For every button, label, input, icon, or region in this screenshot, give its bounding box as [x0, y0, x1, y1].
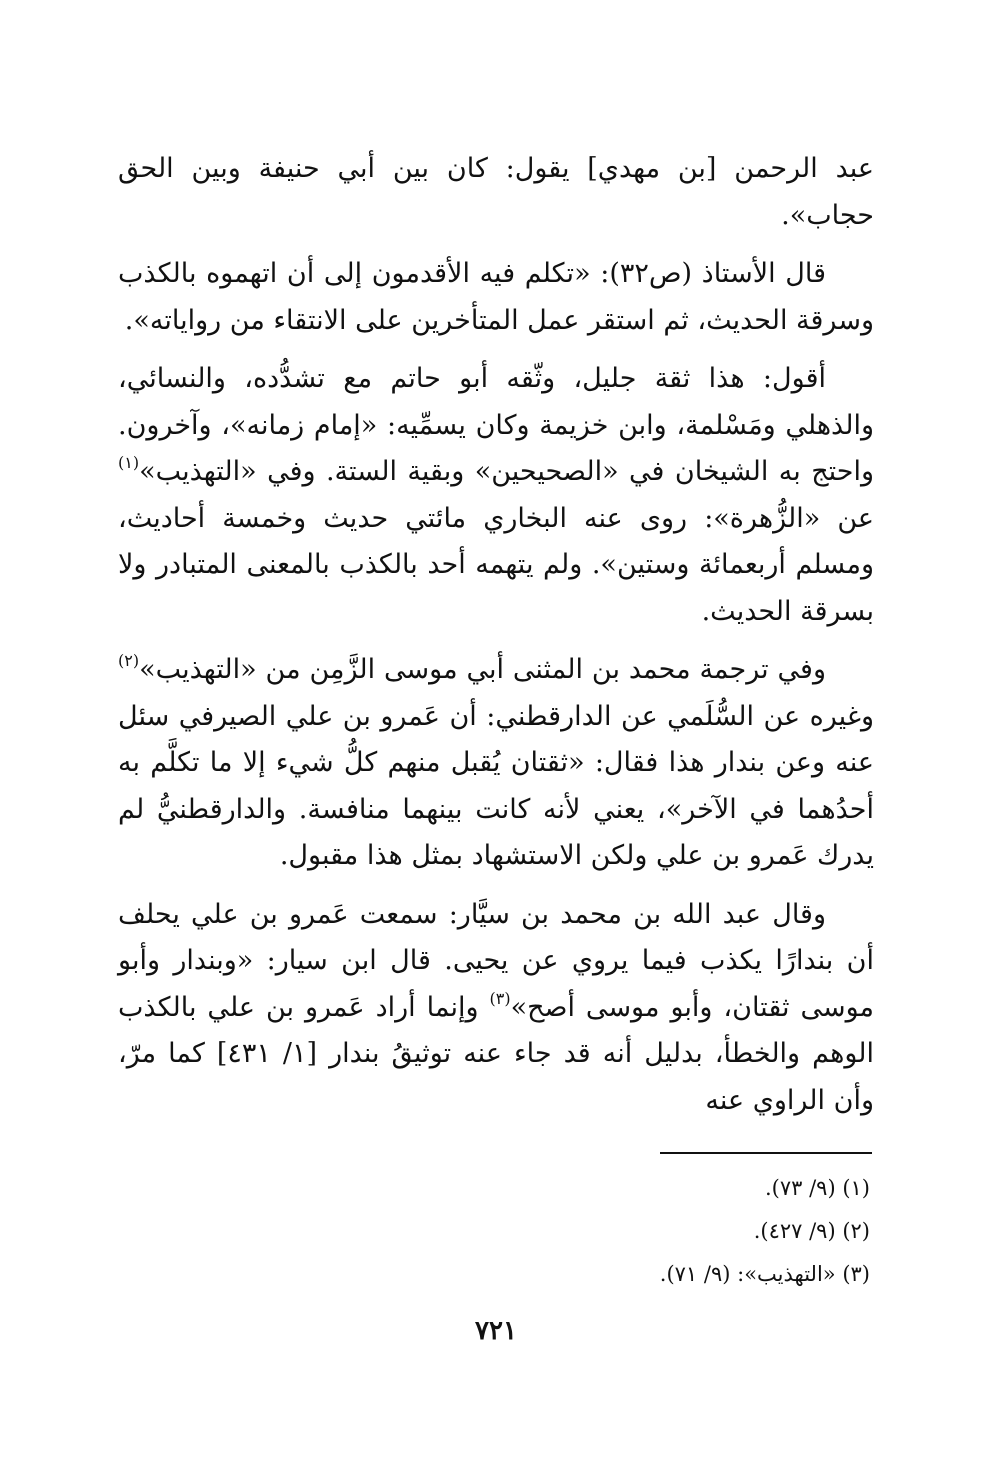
paragraph-3-text-start: أقول: هذا ثقة جليل، وثّقه أبو حاتم مع تشدُّده، والنسائي، والذهلي ومَسْلمة، وابن خزيمة وكان يسمِّيه: «إمام زمانه»، وآخرون. واحتج به الشيخان في «الصحيحين» وبقية الستة. وفي «التهذيب»	[118, 363, 874, 487]
footnote-divider	[660, 1152, 872, 1154]
page-number: ٧٢١	[475, 1316, 517, 1346]
footnote-1: (١) (٩/ ٧٣).	[764, 1176, 870, 1200]
paragraph-2-text: قال الأستاذ (ص٣٢): «تكلم فيه الأقدمون إلى أن اتهموه بالكذب وسرقة الحديث، ثم استقر عمل المتأخرين على الانتقاء من رواياته».	[118, 258, 874, 336]
paragraph-2	[118, 251, 874, 344]
paragraph-5	[118, 892, 874, 1125]
paragraph-3-text-end: عن «الزُّهرة»: روى عنه البخاري مائتي حديث وخمسة أحاديث، ومسلم أربعمائة وستين». ولم يتهمه أحد بالكذب بالمعنى المتبادر ولا بسرقة الحديث.	[118, 502, 874, 627]
footnote-3: (٣) «التهذيب»: (٩/ ٧١).	[659, 1262, 870, 1286]
footnote-2: (٢) (٩/ ٤٢٧).	[753, 1219, 870, 1243]
paragraph-4-text-start: وفي ترجمة محمد بن المثنى أبي موسى الزَّمِن من «التهذيب»	[139, 654, 826, 685]
main-text	[118, 146, 874, 1136]
footnote-ref-3[interactable]: (٣)	[489, 988, 511, 1008]
paragraph-4	[118, 647, 874, 880]
paragraph-5-text-end: وإنما أراد عَمرو بن علي بالكذب الوهم والخطأ، بدليل أنه قد جاء عنه توثيقُ بندار [١/ ٤٣١] كما مرّ، وأن الراوي عنه	[118, 991, 875, 1116]
footnote-ref-1[interactable]: (١)	[118, 453, 140, 472]
paragraph-4-text-end: وغيره عن السُّلَمي عن الدارقطني: أن عَمرو بن علي الصيرفي سئل عنه وعن بندار هذا فقال: «ثقتان يُقبل منهم كلُّ شيء إلا ما تكلَّم به أحدُهما في الآخر»، يعني لأنه كانت بينهما منافسة. والدارقطنيُّ لم يدرك عَمرو بن علي ولكن الاستشهاد بمثل هذا مقبول.	[118, 700, 874, 871]
footnote-ref-2[interactable]: (٢)	[118, 651, 140, 670]
paragraph-1-text: عبد الرحمن [بن مهدي] يقول: كان بين أبي حنيفة وبين الحق حجاب».	[118, 153, 875, 231]
paragraph-3	[118, 356, 874, 635]
footnotes-section	[400, 1170, 870, 1299]
paragraph-1	[118, 146, 874, 239]
paragraph-5-text-start: وقال عبد الله بن محمد بن سيَّار: سمعت عَمرو بن علي يحلف أن بندارًا يكذب فيما يروي عن يحيى. قال ابن سيار: «وبندار وأبو موسى ثقتان، وأبو موسى أصح»	[118, 898, 874, 1023]
